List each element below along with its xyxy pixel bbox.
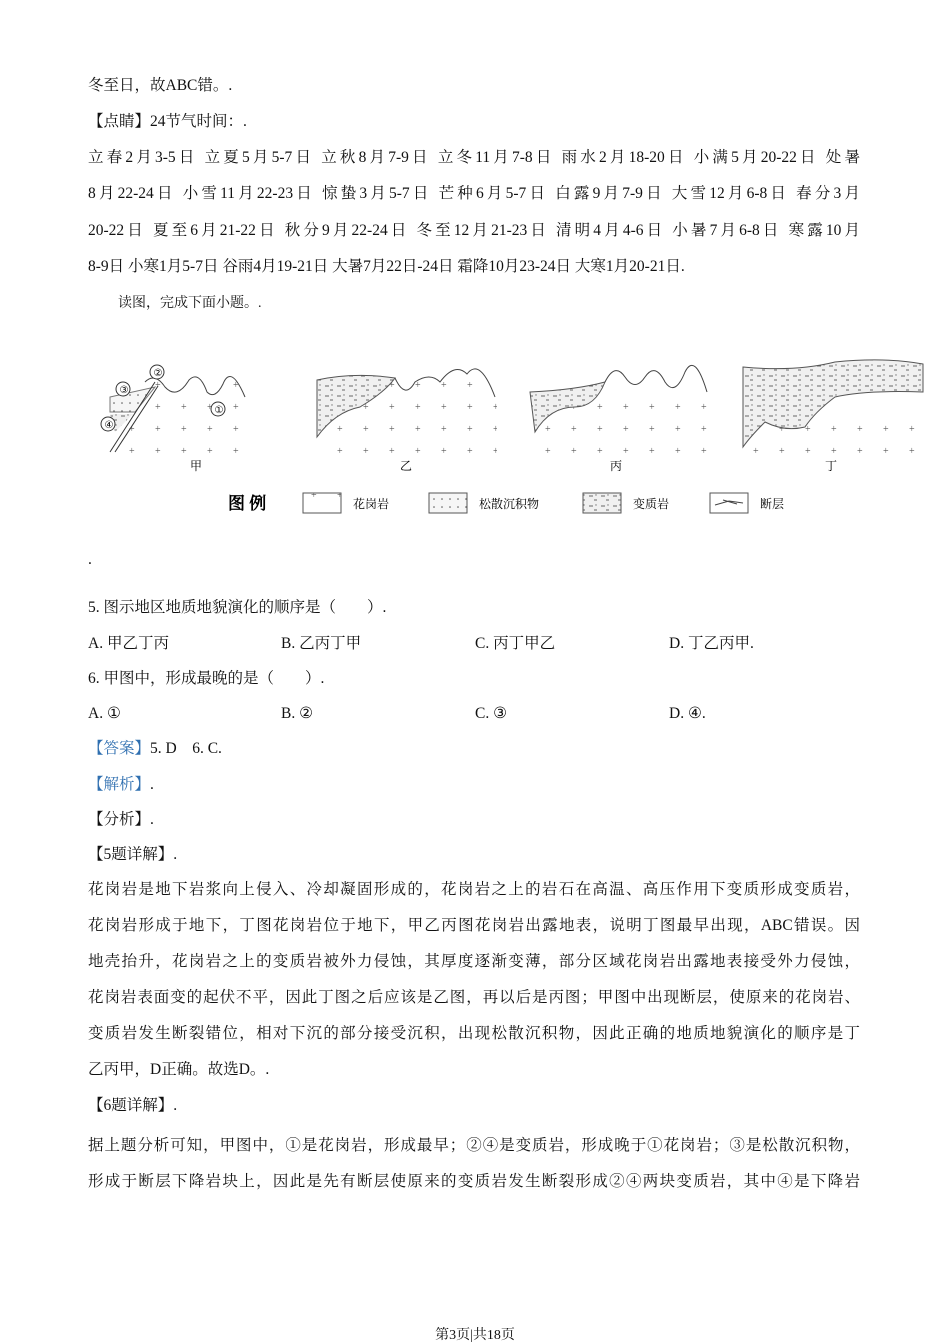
panel-label: 乙: [400, 459, 413, 473]
q6-option-c: C. ③: [475, 705, 507, 722]
text-line: 立春2月3-5日 立夏5月5-7日 立秋8月7-9日 立冬11月7-8日 雨水2月18-20日 小满5月20-22日 处暑: [88, 149, 860, 166]
geology-figure: [95, 352, 925, 527]
dot-line: .: [88, 551, 92, 568]
text-line: 20-22日 夏至6月21-22日 秋分9月22-24日 冬至12月21-23日 清明4月4-6日 小暑7月6-8日 寒露10月: [88, 222, 860, 239]
svg-text:松散沉积物: 松散沉积物: [479, 497, 540, 511]
q6-option-d: D. ④.: [669, 705, 706, 722]
svg-text:④: ④: [104, 420, 114, 431]
svg-text:①: ①: [214, 405, 224, 416]
q5-detail-line: 乙丙甲，D正确。故选D。.: [88, 1061, 270, 1078]
q5-detail-title: 【5题详解】.: [88, 846, 178, 863]
q5-option-c: C. 丙丁甲乙: [475, 635, 556, 652]
q6-detail-line: 形成于断层下降岩块上，因此是先有断层使原来的变质岩发生断裂形成②④两块变质岩，其中④是下降岩: [88, 1173, 860, 1190]
fenxi-heading: 【分析】.: [88, 811, 154, 828]
q6-option-a: A. ①: [88, 705, 121, 722]
text-line: 8-9日 小寒1月5-7日 谷雨4月19-21日 大暑7月22日-24日 霜降10月23-24日 大寒1月20-21日.: [88, 258, 685, 275]
q6-stem: 6. 甲图中，形成最晚的是（ ）.: [88, 670, 325, 687]
svg-text:③: ③: [119, 385, 129, 396]
q5-option-b: B. 乙丙丁甲: [281, 635, 362, 652]
answer-text: 5. D 6. C.: [150, 740, 222, 757]
text-line: 冬至日，故ABC错。.: [88, 77, 233, 94]
page-footer: 第3页|共18页: [435, 1328, 515, 1343]
panel-label: 甲: [190, 459, 203, 473]
svg-text:断层: 断层: [760, 497, 785, 511]
q5-stem: 5. 图示地区地质地貌演化的顺序是（ ）.: [88, 599, 387, 616]
panel-yi: [317, 369, 497, 473]
analysis-label: 【解析】: [88, 776, 151, 793]
q5-detail-line: 花岗岩表面变的起伏不平，因此丁图之后应该是乙图，再以后是丙图；甲图中出现断层，使原来的花岗岩、: [88, 989, 860, 1006]
q5-option-d: D. 丁乙丙甲.: [669, 635, 754, 652]
svg-text:花岗岩: 花岗岩: [353, 497, 390, 511]
analysis: [88, 775, 154, 795]
tip-heading: 【点睛】24节气时间：.: [88, 113, 247, 130]
svg-text:②: ②: [153, 368, 163, 379]
analysis-text: .: [150, 776, 154, 793]
q5-detail-line: 变质岩发生断裂错位，相对下沉的部分接受沉积，出现松散沉积物，因此正确的地质地貌演化的顺序是丁: [88, 1025, 860, 1042]
q6-detail-title: 【6题详解】.: [88, 1097, 178, 1114]
svg-text:图 例: 图 例: [228, 494, 267, 513]
panel-jia: [101, 365, 245, 473]
text-line: 8月22-24日 小雪11月22-23日 惊蛰3月5-7日 芒种6月5-7日 白露9月7-9日 大雪12月6-8日 春分3月: [88, 185, 860, 202]
q6-detail-line: 据上题分析可知，甲图中，①是花岗岩，形成最早；②④是变质岩，形成晚于①花岗岩；③是松散沉积物，: [88, 1137, 860, 1154]
svg-text:变质岩: 变质岩: [633, 497, 670, 511]
answer-label: 【答案】: [88, 740, 151, 757]
q5-detail-line: 花岗岩是地下岩浆向上侵入、冷却凝固形成的，花岗岩之上的岩石在高温、高压作用下变质形成变质岩，: [88, 881, 860, 898]
panel-ding: [743, 360, 923, 473]
q5-option-a: A. 甲乙丁丙: [88, 635, 169, 652]
q5-detail-line: 花岗岩形成于地下，丁图花岗岩位于地下，甲乙丙图花岗岩出露地表，说明丁图最早出现，ABC错误。因: [88, 917, 860, 934]
panel-bing: [530, 365, 710, 473]
legend: [228, 493, 784, 513]
panel-label: 丙: [610, 459, 623, 473]
instruction: 读图，完成下面小题。.: [118, 296, 262, 311]
panel-label: 丁: [825, 459, 838, 473]
answer: [88, 739, 222, 759]
q6-option-b: B. ②: [281, 705, 313, 722]
q5-detail-line: 地壳抬升，花岗岩之上的变质岩被外力侵蚀，其厚度逐渐变薄，部分区域花岗岩出露地表接受外力侵蚀，: [88, 953, 860, 970]
